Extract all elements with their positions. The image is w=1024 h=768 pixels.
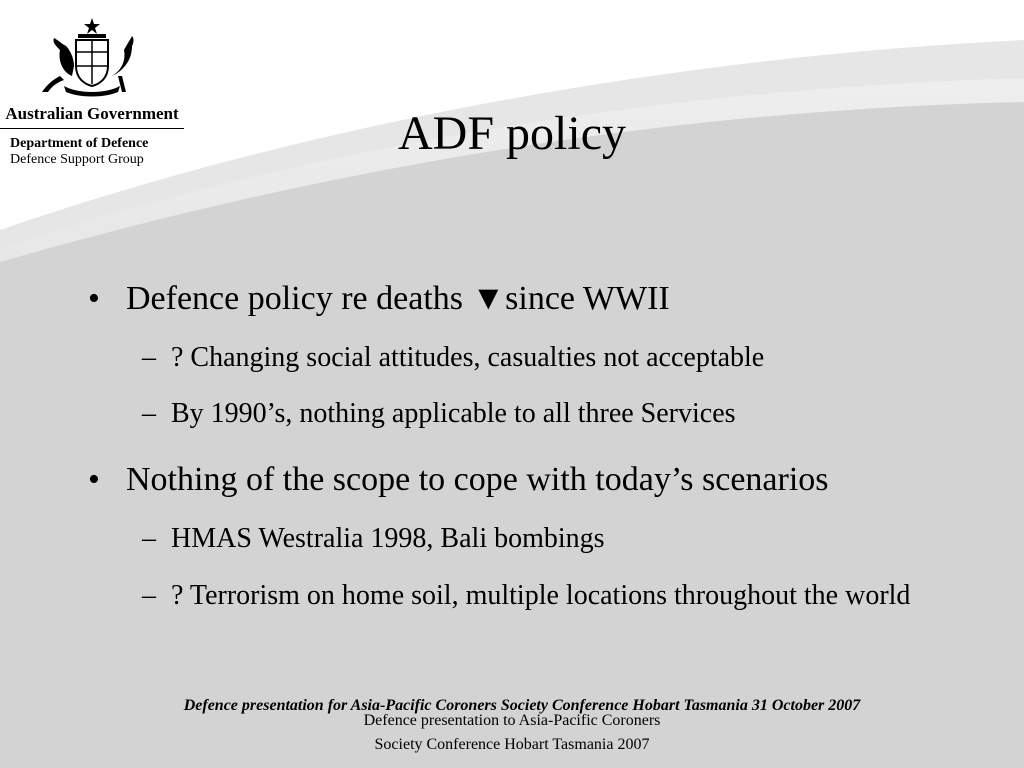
bullet-item [88,460,829,500]
department-name: Department of Defence [10,136,149,151]
department-group: Defence Support Group [10,152,144,167]
sub-bullet-text: HMAS Westralia 1998, Bali bombings [171,523,605,554]
footer-overlay-text: Defence presentation to Asia-Pacific Coroners Society Conference Hobart Tasmania 2007 [363,712,661,753]
commonwealth-coat-of-arms-icon [38,16,146,100]
bullet-text: Defence policy re deaths ▼since WWII [126,280,670,317]
government-name: Australian Government [5,104,179,123]
sub-bullet-item [142,522,962,556]
dash-glyph: – [142,342,156,373]
dash-glyph: – [142,398,156,429]
bullet-item [88,279,670,319]
sub-bullet-text: By 1990’s, nothing applicable to all three Services [171,398,736,429]
sub-bullet-item [142,341,962,375]
dash-glyph: – [142,523,156,554]
sub-bullet-item [142,579,962,613]
dash-glyph: – [142,580,156,611]
slide-footer: Defence presentation for Asia-Pacific Coroners Society Conference Hobart Tasmania 31 October 2007 [183,697,861,714]
bullet-text: Nothing of the scope to cope with today’s scenarios [126,461,829,498]
sub-bullet-text: ? Changing social attitudes, casualties not acceptable [171,342,765,373]
bullet-glyph: • [88,280,100,317]
sub-bullet-text: ? Terrorism on home soil, multiple locations throughout the world [171,580,911,611]
sub-bullet-item [142,397,962,431]
bullet-glyph: • [88,461,100,498]
slide-title: ADF policy [398,107,626,160]
